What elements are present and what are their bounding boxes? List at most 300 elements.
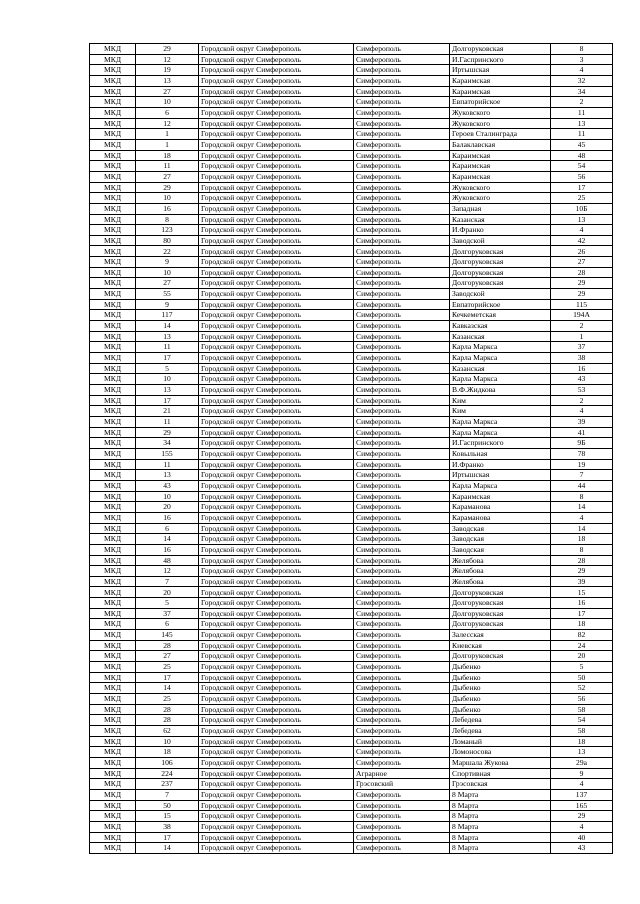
cell-number: 155 [136, 448, 199, 459]
cell-municipality: Городской округ Симферополь [199, 118, 354, 129]
cell-building-type: МКД [90, 566, 136, 577]
table-row [90, 662, 613, 673]
cell-house-number: 4 [551, 512, 613, 523]
cell-municipality: Городской округ Симферополь [199, 779, 354, 790]
cell-settlement: Симферополь [354, 512, 450, 523]
cell-settlement: Симферополь [354, 299, 450, 310]
cell-street: Караимская [450, 86, 551, 97]
cell-number: 11 [136, 161, 199, 172]
cell-settlement: Симферополь [354, 257, 450, 268]
cell-street: Евпаторийское [450, 97, 551, 108]
cell-municipality: Городской округ Симферополь [199, 587, 354, 598]
cell-house-number: 40 [551, 832, 613, 843]
cell-number: 1 [136, 139, 199, 150]
cell-municipality: Городской округ Симферополь [199, 331, 354, 342]
cell-number: 27 [136, 171, 199, 182]
cell-street: Кечкеметская [450, 310, 551, 321]
cell-municipality: Городской округ Симферополь [199, 598, 354, 609]
cell-municipality: Городской округ Симферополь [199, 694, 354, 705]
cell-settlement: Симферополь [354, 448, 450, 459]
cell-settlement: Симферополь [354, 683, 450, 694]
cell-street: Евпаторийское [450, 299, 551, 310]
cell-number: 22 [136, 246, 199, 257]
cell-street: Долгоруковская [450, 619, 551, 630]
table-row [90, 651, 613, 662]
cell-settlement: Симферополь [354, 491, 450, 502]
cell-settlement: Симферополь [354, 619, 450, 630]
cell-house-number: 54 [551, 715, 613, 726]
cell-municipality: Городской округ Симферополь [199, 736, 354, 747]
table-row [90, 544, 613, 555]
cell-settlement: Симферополь [354, 726, 450, 737]
cell-street: Желябова [450, 576, 551, 587]
cell-street: Заводской [450, 235, 551, 246]
cell-building-type: МКД [90, 44, 136, 55]
table-row [90, 289, 613, 300]
cell-number: 80 [136, 235, 199, 246]
cell-house-number: 48 [551, 150, 613, 161]
cell-building-type: МКД [90, 97, 136, 108]
cell-house-number: 17 [551, 182, 613, 193]
cell-settlement: Симферополь [354, 395, 450, 406]
cell-building-type: МКД [90, 576, 136, 587]
cell-house-number: 4 [551, 821, 613, 832]
table-row [90, 193, 613, 204]
table-row [90, 683, 613, 694]
cell-number: 106 [136, 757, 199, 768]
cell-municipality: Городской округ Симферополь [199, 480, 354, 491]
cell-settlement: Симферополь [354, 65, 450, 76]
cell-number: 11 [136, 342, 199, 353]
cell-street: И.Гаспринского [450, 438, 551, 449]
cell-number: 117 [136, 310, 199, 321]
cell-building-type: МКД [90, 768, 136, 779]
cell-municipality: Городской округ Симферополь [199, 683, 354, 694]
cell-settlement: Симферополь [354, 267, 450, 278]
cell-settlement: Симферополь [354, 289, 450, 300]
cell-building-type: МКД [90, 832, 136, 843]
cell-street: Долгоруковская [450, 44, 551, 55]
cell-house-number: 4 [551, 406, 613, 417]
cell-settlement: Симферополь [354, 331, 450, 342]
cell-number: 17 [136, 353, 199, 364]
cell-number: 20 [136, 587, 199, 598]
cell-municipality: Городской округ Симферополь [199, 619, 354, 630]
cell-municipality: Городской округ Симферополь [199, 289, 354, 300]
cell-house-number: 38 [551, 353, 613, 364]
cell-house-number: 45 [551, 139, 613, 150]
cell-building-type: МКД [90, 459, 136, 470]
cell-number: 62 [136, 726, 199, 737]
cell-settlement: Симферополь [354, 374, 450, 385]
cell-municipality: Городской округ Симферополь [199, 321, 354, 332]
table-row [90, 363, 613, 374]
table-row [90, 619, 613, 630]
cell-municipality: Городской округ Симферополь [199, 129, 354, 140]
cell-house-number: 37 [551, 342, 613, 353]
cell-municipality: Городской округ Симферополь [199, 448, 354, 459]
cell-building-type: МКД [90, 86, 136, 97]
cell-municipality: Городской округ Симферополь [199, 363, 354, 374]
cell-house-number: 58 [551, 704, 613, 715]
cell-building-type: МКД [90, 779, 136, 790]
cell-building-type: МКД [90, 107, 136, 118]
cell-building-type: МКД [90, 353, 136, 364]
cell-street: Заводская [450, 534, 551, 545]
table-row [90, 321, 613, 332]
table-row [90, 459, 613, 470]
cell-number: 6 [136, 107, 199, 118]
cell-settlement: Симферополь [354, 598, 450, 609]
cell-building-type: МКД [90, 75, 136, 86]
cell-house-number: 34 [551, 86, 613, 97]
cell-number: 11 [136, 459, 199, 470]
cell-house-number: 9 [551, 768, 613, 779]
table-row [90, 534, 613, 545]
cell-municipality: Городской округ Симферополь [199, 630, 354, 641]
cell-street: Желябова [450, 555, 551, 566]
cell-number: 17 [136, 832, 199, 843]
cell-street: 8 Марта [450, 789, 551, 800]
cell-building-type: МКД [90, 662, 136, 673]
table-row [90, 598, 613, 609]
cell-municipality: Городской округ Симферополь [199, 534, 354, 545]
cell-building-type: МКД [90, 374, 136, 385]
table-row [90, 566, 613, 577]
cell-street: Карла Маркса [450, 427, 551, 438]
cell-house-number: 8 [551, 491, 613, 502]
cell-settlement: Симферополь [354, 278, 450, 289]
table-row [90, 139, 613, 150]
cell-building-type: МКД [90, 694, 136, 705]
table-row [90, 342, 613, 353]
cell-municipality: Городской округ Симферополь [199, 257, 354, 268]
housing-register-table [89, 43, 613, 854]
cell-house-number: 43 [551, 374, 613, 385]
cell-street: Дыбенко [450, 672, 551, 683]
cell-house-number: 53 [551, 385, 613, 396]
cell-settlement: Симферополь [354, 757, 450, 768]
cell-municipality: Городской округ Симферополь [199, 726, 354, 737]
cell-municipality: Городской округ Симферополь [199, 608, 354, 619]
cell-house-number: 78 [551, 448, 613, 459]
cell-number: 123 [136, 225, 199, 236]
cell-house-number: 56 [551, 694, 613, 705]
cell-municipality: Городской округ Симферополь [199, 470, 354, 481]
table-body [90, 44, 613, 854]
cell-number: 12 [136, 566, 199, 577]
cell-settlement: Симферополь [354, 502, 450, 513]
cell-street: Караимская [450, 161, 551, 172]
cell-settlement: Симферополь [354, 107, 450, 118]
cell-house-number: 58 [551, 726, 613, 737]
cell-building-type: МКД [90, 385, 136, 396]
cell-house-number: 13 [551, 747, 613, 758]
cell-building-type: МКД [90, 363, 136, 374]
cell-street: Долгоруковская [450, 278, 551, 289]
cell-municipality: Городской округ Симферополь [199, 139, 354, 150]
cell-number: 38 [136, 821, 199, 832]
cell-number: 6 [136, 619, 199, 630]
cell-settlement: Симферополь [354, 544, 450, 555]
cell-house-number: 39 [551, 416, 613, 427]
cell-municipality: Городской округ Симферополь [199, 235, 354, 246]
cell-municipality: Городской округ Симферополь [199, 310, 354, 321]
cell-house-number: 2 [551, 97, 613, 108]
cell-number: 28 [136, 704, 199, 715]
cell-street: 8 Марта [450, 800, 551, 811]
cell-settlement: Симферополь [354, 321, 450, 332]
cell-municipality: Городской округ Симферополь [199, 278, 354, 289]
table-row [90, 779, 613, 790]
cell-municipality: Городской округ Симферополь [199, 374, 354, 385]
cell-street: Спортивная [450, 768, 551, 779]
table-row [90, 715, 613, 726]
cell-number: 6 [136, 523, 199, 534]
cell-house-number: 11 [551, 107, 613, 118]
cell-number: 15 [136, 811, 199, 822]
table-row [90, 129, 613, 140]
cell-house-number: 29 [551, 289, 613, 300]
cell-settlement: Симферополь [354, 843, 450, 854]
cell-number: 18 [136, 747, 199, 758]
table-row [90, 757, 613, 768]
cell-municipality: Городской округ Симферополь [199, 843, 354, 854]
table-row [90, 406, 613, 417]
cell-municipality: Городской округ Симферополь [199, 193, 354, 204]
cell-number: 25 [136, 694, 199, 705]
cell-house-number: 25 [551, 193, 613, 204]
table-row [90, 214, 613, 225]
cell-number: 17 [136, 672, 199, 683]
cell-house-number: 18 [551, 736, 613, 747]
cell-house-number: 44 [551, 480, 613, 491]
cell-settlement: Симферополь [354, 203, 450, 214]
cell-building-type: МКД [90, 235, 136, 246]
table-row [90, 118, 613, 129]
cell-building-type: МКД [90, 54, 136, 65]
cell-house-number: 52 [551, 683, 613, 694]
cell-building-type: МКД [90, 651, 136, 662]
cell-number: 10 [136, 491, 199, 502]
cell-house-number: 29 [551, 566, 613, 577]
table-row [90, 640, 613, 651]
cell-settlement: Симферополь [354, 747, 450, 758]
cell-settlement: Симферополь [354, 534, 450, 545]
cell-number: 43 [136, 480, 199, 491]
table-row [90, 161, 613, 172]
cell-settlement: Симферополь [354, 736, 450, 747]
cell-house-number: 27 [551, 257, 613, 268]
cell-house-number: 165 [551, 800, 613, 811]
cell-number: 29 [136, 427, 199, 438]
cell-house-number: 13 [551, 214, 613, 225]
cell-number: 19 [136, 65, 199, 76]
cell-settlement: Грэсовский [354, 779, 450, 790]
table-row [90, 704, 613, 715]
cell-house-number: 32 [551, 75, 613, 86]
table-row [90, 576, 613, 587]
table-row [90, 843, 613, 854]
cell-street: Ломоносова [450, 747, 551, 758]
cell-number: 1 [136, 129, 199, 140]
table-row [90, 395, 613, 406]
table-row [90, 299, 613, 310]
cell-number: 21 [136, 406, 199, 417]
cell-street: И.Франко [450, 225, 551, 236]
cell-street: Грэсовская [450, 779, 551, 790]
table-row [90, 267, 613, 278]
table-row [90, 107, 613, 118]
cell-number: 14 [136, 843, 199, 854]
cell-building-type: МКД [90, 672, 136, 683]
cell-house-number: 2 [551, 321, 613, 332]
cell-building-type: МКД [90, 715, 136, 726]
cell-house-number: 115 [551, 299, 613, 310]
cell-municipality: Городской округ Симферополь [199, 800, 354, 811]
cell-street: Лебедева [450, 715, 551, 726]
cell-house-number: 16 [551, 598, 613, 609]
cell-number: 17 [136, 395, 199, 406]
cell-street: Караимская [450, 491, 551, 502]
cell-street: Караманова [450, 512, 551, 523]
cell-number: 10 [136, 193, 199, 204]
cell-street: И.Франко [450, 459, 551, 470]
cell-building-type: МКД [90, 193, 136, 204]
cell-municipality: Городской округ Симферополь [199, 214, 354, 225]
cell-settlement: Симферополь [354, 662, 450, 673]
table-row [90, 65, 613, 76]
cell-settlement: Симферополь [354, 416, 450, 427]
table-row [90, 235, 613, 246]
cell-building-type: МКД [90, 438, 136, 449]
cell-settlement: Симферополь [354, 566, 450, 577]
cell-building-type: МКД [90, 182, 136, 193]
cell-settlement: Симферополь [354, 161, 450, 172]
cell-number: 25 [136, 662, 199, 673]
cell-settlement: Симферополь [354, 129, 450, 140]
cell-number: 13 [136, 75, 199, 86]
cell-settlement: Симферополь [354, 139, 450, 150]
cell-municipality: Городской округ Симферополь [199, 502, 354, 513]
cell-municipality: Городской округ Симферополь [199, 150, 354, 161]
cell-house-number: 137 [551, 789, 613, 800]
cell-street: Дыбенко [450, 694, 551, 705]
cell-municipality: Городской округ Симферополь [199, 353, 354, 364]
cell-house-number: 18 [551, 534, 613, 545]
cell-settlement: Симферополь [354, 715, 450, 726]
cell-settlement: Симферополь [354, 54, 450, 65]
table-row [90, 150, 613, 161]
cell-building-type: МКД [90, 747, 136, 758]
table-row [90, 438, 613, 449]
cell-building-type: МКД [90, 289, 136, 300]
cell-house-number: 14 [551, 523, 613, 534]
cell-number: 29 [136, 44, 199, 55]
cell-building-type: МКД [90, 427, 136, 438]
cell-house-number: 8 [551, 44, 613, 55]
cell-house-number: 17 [551, 608, 613, 619]
cell-settlement: Симферополь [354, 427, 450, 438]
cell-street: 8 Марта [450, 843, 551, 854]
cell-settlement: Аграрное [354, 768, 450, 779]
cell-number: 37 [136, 608, 199, 619]
cell-settlement: Симферополь [354, 459, 450, 470]
cell-building-type: МКД [90, 512, 136, 523]
cell-street: Караманова [450, 502, 551, 513]
cell-number: 28 [136, 715, 199, 726]
cell-building-type: МКД [90, 736, 136, 747]
cell-settlement: Симферополь [354, 193, 450, 204]
cell-number: 7 [136, 789, 199, 800]
cell-house-number: 42 [551, 235, 613, 246]
cell-building-type: МКД [90, 608, 136, 619]
cell-building-type: МКД [90, 150, 136, 161]
cell-street: Маршала Жукова [450, 757, 551, 768]
cell-street: 8 Марта [450, 811, 551, 822]
cell-house-number: 11 [551, 129, 613, 140]
cell-municipality: Городской округ Симферополь [199, 395, 354, 406]
cell-house-number: 5 [551, 662, 613, 673]
cell-municipality: Городской округ Симферополь [199, 512, 354, 523]
cell-settlement: Симферополь [354, 97, 450, 108]
cell-number: 12 [136, 118, 199, 129]
cell-street: Долгоруковская [450, 257, 551, 268]
cell-street: Жуковского [450, 193, 551, 204]
cell-settlement: Симферополь [354, 118, 450, 129]
table-row [90, 427, 613, 438]
table-row [90, 694, 613, 705]
cell-settlement: Симферополь [354, 225, 450, 236]
cell-house-number: 14 [551, 502, 613, 513]
cell-house-number: 7 [551, 470, 613, 481]
cell-number: 224 [136, 768, 199, 779]
table-row [90, 789, 613, 800]
cell-building-type: МКД [90, 843, 136, 854]
cell-settlement: Симферополь [354, 363, 450, 374]
table-row [90, 54, 613, 65]
cell-house-number: 24 [551, 640, 613, 651]
table-row [90, 97, 613, 108]
cell-street: Ломаный [450, 736, 551, 747]
cell-street: И.Гаспринского [450, 54, 551, 65]
cell-street: Долгоруковская [450, 246, 551, 257]
cell-settlement: Симферополь [354, 694, 450, 705]
table-row [90, 86, 613, 97]
cell-house-number: 194А [551, 310, 613, 321]
cell-building-type: МКД [90, 726, 136, 737]
cell-number: 48 [136, 555, 199, 566]
cell-municipality: Городской округ Симферополь [199, 491, 354, 502]
cell-house-number: 18 [551, 619, 613, 630]
cell-settlement: Симферополь [354, 832, 450, 843]
cell-settlement: Симферополь [354, 523, 450, 534]
cell-building-type: МКД [90, 523, 136, 534]
cell-house-number: 3 [551, 54, 613, 65]
cell-settlement: Симферополь [354, 406, 450, 417]
table-row [90, 385, 613, 396]
cell-street: Долгоруковская [450, 651, 551, 662]
cell-municipality: Городской округ Симферополь [199, 267, 354, 278]
cell-number: 27 [136, 651, 199, 662]
cell-settlement: Симферополь [354, 171, 450, 182]
cell-number: 16 [136, 203, 199, 214]
table-row [90, 523, 613, 534]
cell-settlement: Симферополь [354, 576, 450, 587]
table-row [90, 608, 613, 619]
cell-municipality: Городской округ Симферополь [199, 747, 354, 758]
cell-municipality: Городской округ Симферополь [199, 438, 354, 449]
